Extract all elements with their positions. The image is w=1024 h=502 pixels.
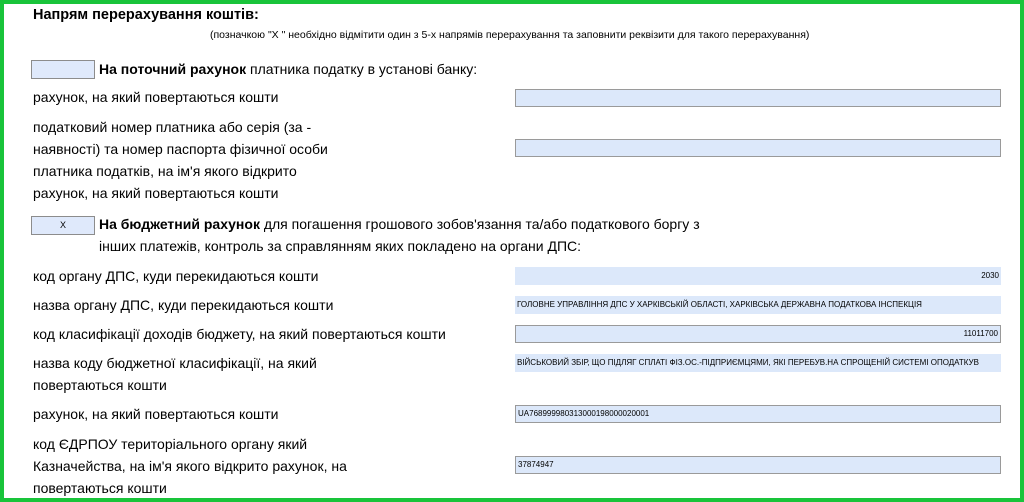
budget-code-name-label [33,352,317,396]
taxid-label-line: наявності) та номер паспорта фізичної особи [33,141,328,157]
budget-account-checkbox[interactable]: X [31,216,95,235]
taxid-label-line: платника податків, на ім'я якого відкрито [33,163,297,179]
budget-code-name-label-line: повертаються кошти [33,377,167,393]
current-account-checkbox[interactable] [31,60,95,79]
current-account-heading [99,58,477,80]
current-account-number-label: рахунок, на який повертаються кошти [33,89,279,105]
budget-account-heading-rest: для погашення грошового зобов'язання та/або податкового боргу з [259,216,700,232]
taxid-field[interactable] [515,139,1001,157]
budget-code-name-field[interactable]: ВІЙСЬКОВИЙ ЗБІР, ЩО ПІДЛЯГ СПЛАТІ ФІЗ.ОС.-ПІДПРИЄМЦЯМИ, ЯКІ ПЕРЕБУВ.НА СПРОЩЕНІЙ СИСТЕМІ ОПОДАТКУВ [515,354,1001,372]
taxid-label [33,116,353,204]
section-title: Напрям перерахування коштів: [33,7,259,23]
current-account-heading-bold: На поточний рахунок [99,61,247,77]
edrpou-label-line: код ЄДРПОУ територіального органу який [33,436,308,452]
tax-office-name-label: назва органу ДПС, куди перекидаються кошти [33,297,334,313]
current-account-number-field[interactable] [515,89,1001,107]
tax-office-name-field[interactable]: ГОЛОВНЕ УПРАВЛІННЯ ДПС У ХАРКІВСЬКІЙ ОБЛАСТІ, ХАРКІВСЬКА ДЕРЖАВНА ПОДАТКОВА ІНСПЕКЦІЯ [515,296,1001,314]
tax-office-code-label: код органу ДПС, куди перекидаються кошти [33,268,319,284]
current-account-heading-rest: платника податку в установі банку: [246,61,478,77]
edrpou-label-line: повертаються кошти [33,480,167,496]
budget-account-number-field[interactable]: UA768999980313000198000020001 [515,405,1001,423]
budget-account-heading-line2: інших платежів, контроль за справлянням яких покладено на органи ДПС: [99,238,582,254]
budget-account-heading-bold: На бюджетний рахунок [99,216,260,232]
budget-code-field[interactable]: 11011700 [515,325,1001,343]
taxid-label-line: податковий номер платника або серія (за - [33,119,312,135]
budget-account-number-label: рахунок, на який повертаються кошти [33,406,279,422]
taxid-label-line: рахунок, на який повертаються кошти [33,185,279,201]
budget-code-name-label-line: назва коду бюджетної класифікації, на який [33,355,317,371]
budget-account-heading [99,213,739,257]
edrpou-label [33,433,363,499]
edrpou-field[interactable]: 37874947 [515,456,1001,474]
edrpou-label-line: Казначейства, на ім'я якого відкрито рахунок, на [33,458,347,474]
instruction-note: (позначкою "X " необхідно відмітити один з 5-х напрямів перерахування та заповнити реквізити для такого перерахування) [210,29,810,41]
tax-office-code-field[interactable]: 2030 [515,267,1001,285]
budget-code-label: код класифікації доходів бюджету, на який повертаються кошти [33,326,446,342]
